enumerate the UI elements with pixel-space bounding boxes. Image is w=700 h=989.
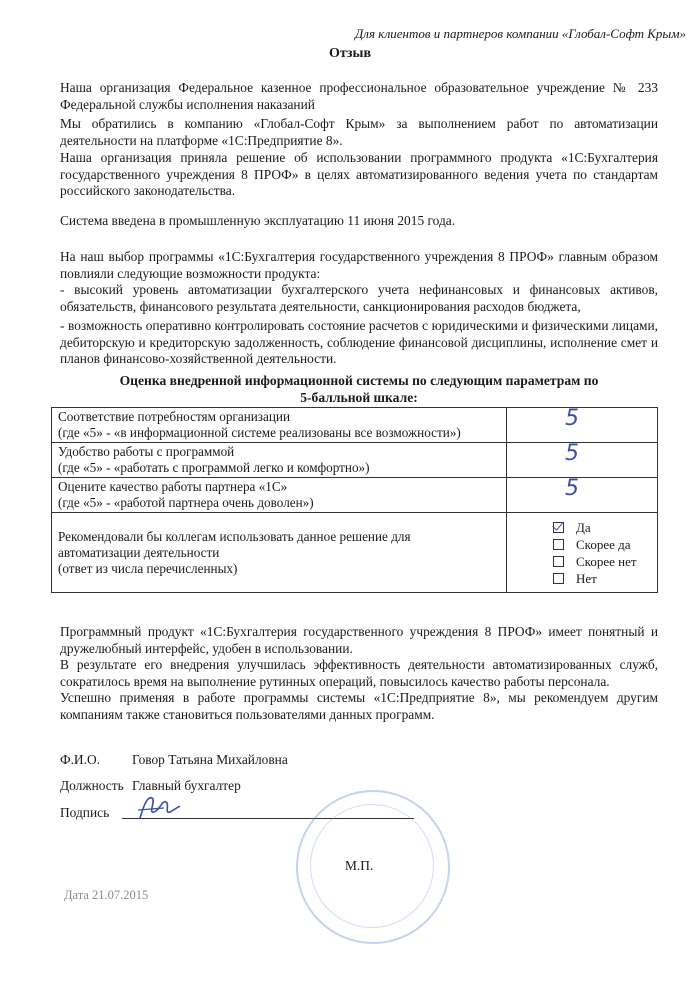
table-row bbox=[52, 513, 658, 593]
choice-item-1: - высокий уровень автоматизации бухгалтерского учета нефинансовых и финансовых активов, обязательств, финансового результата деятельности, санкционирования расходов бюджета, bbox=[60, 282, 658, 314]
score-cell bbox=[507, 478, 658, 513]
checkbox-icon[interactable] bbox=[553, 556, 564, 567]
signature-scribble bbox=[134, 792, 184, 822]
criteria-hint: (где «5» - «работать с программой легко и комфортно») bbox=[58, 460, 370, 475]
handwritten-score: 5 bbox=[565, 441, 579, 466]
option-label: Скорее нет bbox=[576, 553, 637, 569]
intro-appeal: Мы обратились в компанию «Глобал-Софт Крым» за выполнением работ по автоматизации деятельности на платформе «1С:Предприятие 8». bbox=[60, 116, 658, 148]
outro-p3: Успешно применяя в работе программы системы «1С:Предприятие 8», мы рекомендуем другим компаниям также становиться пользователями данных программ. bbox=[60, 690, 658, 722]
criteria-hint: (где «5» - «в информационной системе реализованы все возможности») bbox=[58, 425, 461, 440]
checkbox-icon[interactable] bbox=[553, 573, 564, 584]
option-label: Скорее да bbox=[576, 536, 631, 552]
outro-p1: Программный продукт «1С:Бухгалтерия государственного учреждения 8 ПРОФ» имеет понятный и дружелюбный интерфейс, удобен в использовании. bbox=[60, 624, 658, 656]
eval-heading-line2: 5-балльной шкале: bbox=[300, 390, 418, 405]
outro-p2: В результате его внедрения улучшилась эффективность деятельности автоматизированных служб, сократилось время на выполнение рутинных операций, повысилось качество работы персонала. bbox=[60, 657, 658, 689]
handwritten-score: 5 bbox=[565, 476, 579, 501]
checkbox-icon[interactable] bbox=[553, 539, 564, 550]
intro-org: Наша организация Федеральное казенное профессиональное образовательное учреждение № 233 Федеральной службы исполнения наказаний bbox=[60, 80, 658, 112]
score-cell bbox=[507, 443, 658, 478]
criteria-hint: (где «5» - «работой партнера очень доволен») bbox=[58, 495, 314, 510]
recommend-options bbox=[513, 519, 651, 587]
table-row bbox=[52, 443, 658, 478]
criteria-cell bbox=[52, 408, 507, 443]
criteria-cell bbox=[52, 443, 507, 478]
position-value: Главный бухгалтер bbox=[132, 778, 241, 793]
choice-lead: На наш выбор программы «1С:Бухгалтерия государственного учреждения 8 ПРОФ» главным образом повлияли следующие возможности продукта: bbox=[60, 249, 658, 281]
eval-heading-line1: Оценка внедренной информационной системы по следующим параметрам по bbox=[119, 373, 599, 388]
handwritten-score: 5 bbox=[565, 406, 579, 431]
score-cell bbox=[507, 408, 658, 443]
option-rather-yes[interactable] bbox=[553, 536, 651, 553]
fio-label: Ф.И.О. bbox=[60, 752, 100, 767]
table-row bbox=[52, 408, 658, 443]
mp-label: М.П. bbox=[345, 858, 374, 873]
option-yes[interactable] bbox=[553, 519, 651, 536]
recommend-options-cell bbox=[507, 513, 658, 593]
checked-box-icon[interactable] bbox=[553, 522, 564, 533]
fio-value: Говор Татьяна Михайловна bbox=[132, 752, 288, 767]
launch-date-text: Система введена в промышленную эксплуатацию 11 июня 2015 года. bbox=[60, 213, 456, 228]
criteria-title: Удобство работы с программой bbox=[58, 444, 235, 459]
table-row bbox=[52, 478, 658, 513]
document-date: Дата 21.07.2015 bbox=[64, 888, 149, 902]
choice-item-2: - возможность оперативно контролировать состояние расчетов с юридическими и физическими лицами, дебиторскую и кредиторскую задолженность, соблюдение финансовой дисциплины, исполнение смет и планов финансово-хозяйственной деятельности. bbox=[60, 318, 658, 366]
option-label: Да bbox=[576, 519, 591, 535]
position-label: Должность bbox=[60, 778, 124, 793]
signature-label: Подпись bbox=[60, 805, 110, 820]
recommend-question-line3: (ответ из числа перечисленных) bbox=[58, 561, 238, 576]
document-title: Отзыв bbox=[328, 46, 372, 61]
criteria-title: Оцените качество работы партнера «1С» bbox=[58, 479, 288, 494]
option-no[interactable] bbox=[553, 570, 651, 587]
intro-decision: Наша организация приняла решение об использовании программного продукта «1С:Бухгалтерия государственного учреждения 8 ПРОФ» в целях автоматизированного ведения учета по стандартам российского законодательства. bbox=[60, 150, 658, 198]
recommend-question-line2: автоматизации деятельности bbox=[58, 545, 220, 560]
recommend-question-cell bbox=[52, 513, 507, 593]
header-note: Для клиентов и партнеров компании «Глобал-Софт Крым» bbox=[355, 26, 686, 41]
option-label: Нет bbox=[576, 570, 597, 586]
eval-heading bbox=[60, 372, 658, 406]
criteria-title: Соответствие потребностям организации bbox=[58, 409, 291, 424]
recommend-question-line1: Рекомендовали бы коллегам использовать данное решение для bbox=[58, 529, 411, 544]
evaluation-table bbox=[51, 407, 658, 593]
criteria-cell bbox=[52, 478, 507, 513]
option-rather-no[interactable] bbox=[553, 553, 651, 570]
